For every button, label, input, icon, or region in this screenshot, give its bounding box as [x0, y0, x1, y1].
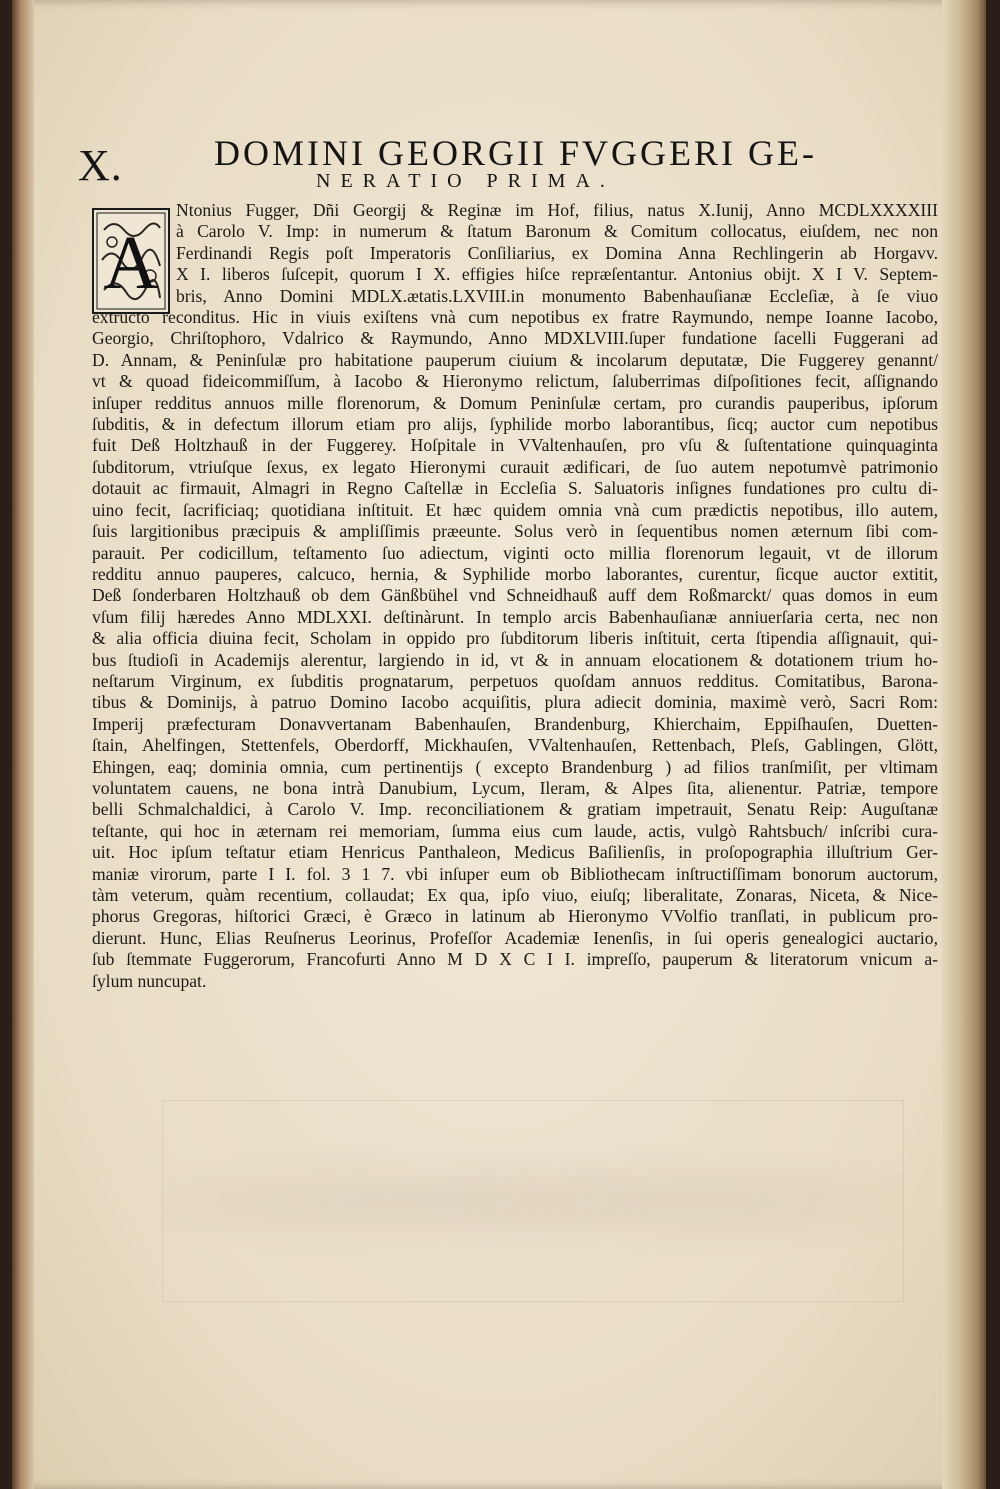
text-line: tibus & Dominijs, à patruo Domino Iacobo acquiſitis, plura adiecit dominia, maximè verò, Sacri Rom: — [92, 692, 938, 713]
bleed-through-engraving — [162, 1100, 904, 1302]
text-line: neſtarum Virginum, ex ſubditis prognatarum, perpetuos quoſdam annuos redditus. Comitatibus, Barona- — [92, 670, 938, 691]
text-line: uit. Hoc ipſum teſtatur etiam Henricus Panthaleon, Medicus Baſilienſis, in proſopographia illuſtrium Ger- — [92, 842, 938, 863]
text-line: ſtain, Ahelfingen, Stettenfels, Oberdorff, Mickhauſen, VValtenhauſen, Rettenbach, Pleſs, Gablingen, Glött, — [92, 735, 938, 756]
text-line: maniæ virorum, parte I I. fol. 3 1 7. vbi inſuper eum ob Bibliothecam inſtructiſſimam bonorum auctorum, — [92, 863, 938, 884]
text-line: bus ſtudioſi in Academijs alerentur, largiendo in id, vt & in annuam elocationem & dotationem trium ho- — [92, 649, 938, 670]
text-line: fuit Deß Holtzhauß in der Fuggerey. Hoſpitale in VValtenhauſen, pro vſu & ſuſtentatione quinquaginta — [92, 435, 938, 456]
text-line: à Carolo V. Imp: in numerum & ſtatum Baronum & Comitum collocatus, eiuſdem, nec non — [176, 221, 938, 242]
text-line: Ehingen, eaq; dominia omnia, cum pertinentijs ( excepto Brandenburg ) ad filios tranſmiſit, per vltimam — [92, 756, 938, 777]
body-text — [92, 200, 938, 992]
text-line: ſub ſtemmate Fuggerorum, Francofurti Anno M D X C I I. impreſſo, pauperum & literatorum vnicum a- — [92, 949, 938, 970]
text-line: ſubditis, & in defectum illorum etiam pro alijs, ſyphilide morbo laborantibus, ſicq; auctor cum nepotibus — [92, 414, 938, 435]
text-line: ſylum nuncupat. — [92, 970, 207, 991]
text-line: dierunt. Hunc, Elias Reuſnerus Leorinus, Profeſſor Academiæ Ienenſis, in ſui operis genealogici auctario, — [92, 927, 938, 948]
page-edge — [942, 0, 986, 1489]
text-line: vt & quoad fideicommiſſum, à Iacobo & Hieronymo relictum, ſaluberrimas diſpoſitiones fecit, aſſignando — [92, 371, 938, 392]
text-line: Ntonius Fugger, Dñi Georgij & Reginæ im Hof, filius, natus X.Iunij, Anno MCDLXXXXIII — [176, 200, 938, 220]
text-line: tàm veterum, quàm recentium, collaudat; Ex qua, ipſo viuo, eiuſq; liberalitate, Zonaras, Niceta, & Nice- — [92, 885, 938, 905]
page-binding — [12, 0, 34, 1489]
text-line: ſuis largitionibus præcipuis & ampliſſimis præeunte. Solus verò in ſequentibus nomen æternum ſibi com- — [92, 521, 938, 542]
text-line: X I. liberos ſuſcepit, quorum I X. effigies hiſce repræſentantur. Antonius obijt. X I V. Septem- — [176, 264, 938, 285]
text-line: voluntatem cauens, ne bona intrà Danubium, Lycum, Ileram, & Alpes ſita, alienentur. Patriæ, tempore — [92, 777, 938, 798]
book-page — [12, 0, 986, 1489]
text-line: belli Schmalchaldici, à Carolo V. Imp. reconciliationem & gratiam impetrauit, Senatu Reip: Auguſtanæ — [92, 799, 938, 820]
text-line: phorus Gregoras, hiſtorici Græci, è Græco in latinum ab Hieronymo VVolfio tranſlati, in publicum pro- — [92, 906, 938, 927]
text-line: inſuper redditus annuos mille florenorum, & Domum Peninſulæ certam, pro curandis pauperibus, ipſorum — [92, 392, 938, 413]
text-line: redditu annuo pauperes, calcuco, hernia, & Syphilide morbo laborantes, curentur, ſicque auctor extitit, — [92, 563, 938, 584]
text-line: parauit. Per codicillum, teſtamento ſuo adiectum, viginti octo millia florenorum legauit, vt de illorum — [92, 542, 938, 563]
text-line: Imperij præfecturam Donavvertanam Babenhauſen, Brandenburg, Khierchaim, Eppiſhauſen, Duetten- — [92, 713, 938, 734]
text-line: & alia officia diuina fecit, Scholam in oppido pro ſubditorum liberis inſtituit, certa ſtipendia aſſignauit, qui- — [92, 628, 938, 649]
svg-text:A: A — [103, 221, 159, 305]
text-line: Deß ſonderbaren Holtzhauß ob dem Gänßbühel vnd Schneidhauß auff dem Roßmarckt/ quas domos in eum — [92, 585, 938, 606]
page-number: X. — [78, 141, 123, 190]
page-subtitle: NERATIO PRIMA. — [316, 170, 615, 192]
text-line: vſum filij hæredes Anno MDLXXI. deſtinàrunt. In templo arcis Babenhauſianæ anniuerſaria certa, nec non — [92, 606, 938, 627]
text-line: uino fecit, ſacrificiaq; quotidiana inſtituit. Et hæc quidem omnia vnà cum prædictis nepotibus, illo autem, — [92, 499, 938, 520]
text-line: Ferdinandi Regis poſt Imperatoris Conſiliarius, ex Domina Anna Rechlingerin ab Horgavv. — [176, 242, 938, 263]
text-line: D. Annam, & Peninſulæ pro habitatione pauperum ciuium & incolarum deputatæ, Die Fuggerey genannt/ — [92, 349, 938, 370]
page-title: DOMINI GEORGII FVGGERI GE- — [214, 133, 817, 173]
text-line: bris, Anno Domini MDLX.ætatis.LXVIII.in monumento Babenhauſianæ Eccleſiæ, à ſe viuo — [176, 285, 938, 306]
text-line: teſtante, qui hoc in æternam rei memoriam, ſumma eius cum laude, actis, vulgò Rahtsbuch/ inſcribi cura- — [92, 820, 938, 841]
text-line: ſubditorum, vtriuſque ſexus, ex legato Hieronymi curauit ædificari, de ſuo autem nepotumvè patrimonio — [92, 456, 938, 477]
text-line: extructo reconditus. Hic in viuis exiſtens vnà cum nepotibus ex fratre Raymundo, nempe Ioanne Iacobo, — [92, 307, 938, 328]
text-line: dotauit ac firmauit, Almagri in Regno Caſtellæ in Eccleſia S. Saluatoris inſignes fundationes pro cultu di- — [92, 478, 938, 499]
text-line: Georgio, Chriſtophoro, Vdalrico & Raymundo, Anno MDXLVIII.ſuper fundatione ſacelli Fuggerani ad — [92, 328, 938, 349]
